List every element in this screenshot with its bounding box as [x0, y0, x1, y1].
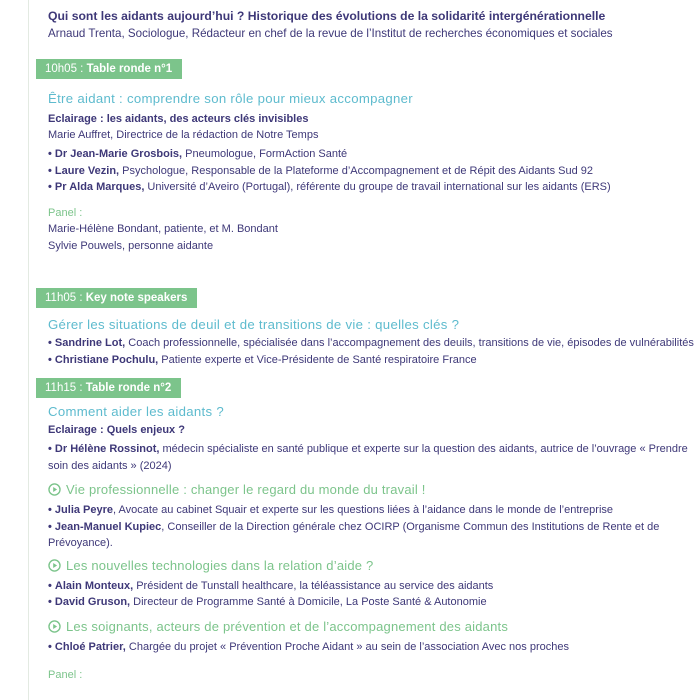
- session-heading: Gérer les situations de deuil et de transitions de vie : quelles clés ?: [48, 317, 460, 332]
- speaker-role: , Conseiller de la Direction générale chez OCIRP (Organisme Commun des Institutions de Rente et de Prévoyance).: [48, 520, 660, 549]
- speaker-role: Psychologue, Responsable de la Plateforme d’Accompagnement et de Répit des Aidants Sud 92: [119, 164, 594, 177]
- badge-time: 10h05 :: [45, 63, 84, 75]
- badge-label: Key note speakers: [85, 292, 188, 304]
- speaker-list: [48, 146, 694, 196]
- speaker-item: [48, 594, 694, 611]
- speaker-item: [48, 179, 694, 196]
- topic-title: Les nouvelles technologies dans la relation d’aide ?: [66, 557, 374, 573]
- speaker-name: Julia Peyre: [54, 504, 114, 516]
- panel-label: Panel :: [48, 206, 83, 219]
- session-1: [45, 42, 694, 254]
- left-border-line: [28, 0, 29, 700]
- panel-member: Marie-Hélène Bondant, patiente, et M. Bondant: [48, 223, 278, 235]
- speaker-name: Pr Alda Marques,: [54, 181, 145, 193]
- session-time-badge: [36, 378, 181, 398]
- speaker-name: Dr Jean-Marie Grosbois,: [54, 148, 183, 160]
- topic-title: Les soignants, acteurs de prévention et de l’accompagnement des aidants: [66, 618, 509, 634]
- topic-heading: [48, 558, 694, 575]
- session-3: [45, 368, 694, 684]
- topic-heading: [48, 482, 694, 499]
- eclairage-moderator: Marie Auffret, Directrice de la rédaction de Notre Temps: [48, 129, 319, 141]
- speaker-role: Coach professionnelle, spécialisée dans l’accompagnement des deuils, transitions de vie, épisodes de vulnérabilités: [125, 337, 694, 349]
- speaker-name: Laure Vezin,: [54, 164, 120, 177]
- speaker-item: [48, 441, 694, 474]
- panel-member: Sylvie Pouwels, personne aidante: [48, 239, 214, 252]
- panel-label: Panel :: [48, 669, 83, 681]
- topic-heading: [48, 619, 694, 636]
- speaker-item: [48, 335, 694, 352]
- topic-title: Vie professionnelle : changer le regard du monde du travail !: [66, 482, 426, 497]
- speaker-item: [48, 578, 694, 595]
- speaker-item: [48, 352, 694, 369]
- badge-label: Table ronde n°2: [85, 382, 172, 394]
- badge-time: 11h15 :: [45, 382, 83, 394]
- session-time-badge: [36, 59, 182, 79]
- speaker-role: Directeur de Programme Santé à Domicile, La Poste Santé & Autonomie: [130, 596, 487, 608]
- speaker-name: Dr Hélène Rossinot,: [54, 443, 160, 455]
- speaker-name: Jean-Manuel Kupiec: [54, 520, 162, 533]
- session-2: [45, 254, 694, 368]
- eclairage-title: Eclairage : Quels enjeux ?: [48, 424, 185, 436]
- session-heading: Comment aider les aidants ?: [48, 404, 224, 419]
- eclairage-block: [48, 111, 694, 143]
- speaker-role: Patiente experte et Vice-Présidente de Santé respiratoire France: [158, 353, 477, 366]
- speaker-item: [48, 163, 694, 180]
- intro-block: [48, 8, 694, 42]
- speaker-list: [48, 639, 694, 656]
- speaker-role: Pneumologue, FormAction Santé: [182, 148, 348, 160]
- intro-title: Qui sont les aidants aujourd’hui ? Historique des évolutions de la solidarité intergénérationnelle: [48, 9, 606, 23]
- play-icon: [48, 559, 61, 575]
- speaker-name: David Gruson,: [54, 596, 131, 608]
- badge-time: 11h05 :: [45, 292, 83, 304]
- speaker-role: Président de Tunstall healthcare, la téléassistance au service des aidants: [133, 579, 494, 592]
- eclairage-title: Eclairage : les aidants, des acteurs clés invisibles: [48, 113, 309, 125]
- speaker-name: Sandrine Lot,: [54, 337, 126, 349]
- speaker-role: Université d’Aveiro (Portugal), référente du groupe de travail international sur les aidants (ERS): [144, 181, 611, 193]
- session-time-badge: [36, 288, 197, 308]
- speaker-name: Christiane Pochulu,: [54, 353, 159, 366]
- speaker-item: [48, 519, 694, 552]
- speaker-name: Chloé Patrier,: [54, 640, 126, 653]
- play-icon: [48, 483, 61, 499]
- session-heading: Être aidant : comprendre son rôle pour mieux accompagner: [48, 91, 413, 106]
- speaker-list: [48, 335, 694, 368]
- speaker-list: [48, 578, 694, 611]
- badge-label: Table ronde n°1: [86, 63, 173, 75]
- speaker-name: Alain Monteux,: [54, 579, 134, 592]
- speaker-list: [48, 441, 694, 474]
- speaker-item: [48, 639, 694, 656]
- intro-speaker: Arnaud Trenta, Sociologue, Rédacteur en chef de la revue de l’Institut de recherches économiques et sociales: [48, 27, 613, 40]
- speaker-role: Chargée du projet « Prévention Proche Aidant » au sein de l’association Avec nos proches: [125, 640, 569, 653]
- speaker-item: [48, 502, 694, 519]
- speaker-item: [48, 146, 694, 163]
- play-icon: [48, 620, 61, 636]
- speaker-role: médecin spécialiste en santé publique et experte sur la question des aidants, autrice de l’ouvrage « Prendre soin des aidants » (2024): [48, 443, 688, 472]
- speaker-role: , Avocate au cabinet Squair et experte sur les questions liées à l’aidance dans le monde de l’entreprise: [113, 504, 614, 516]
- eclairage-block: [48, 422, 694, 438]
- speaker-list: [48, 502, 694, 552]
